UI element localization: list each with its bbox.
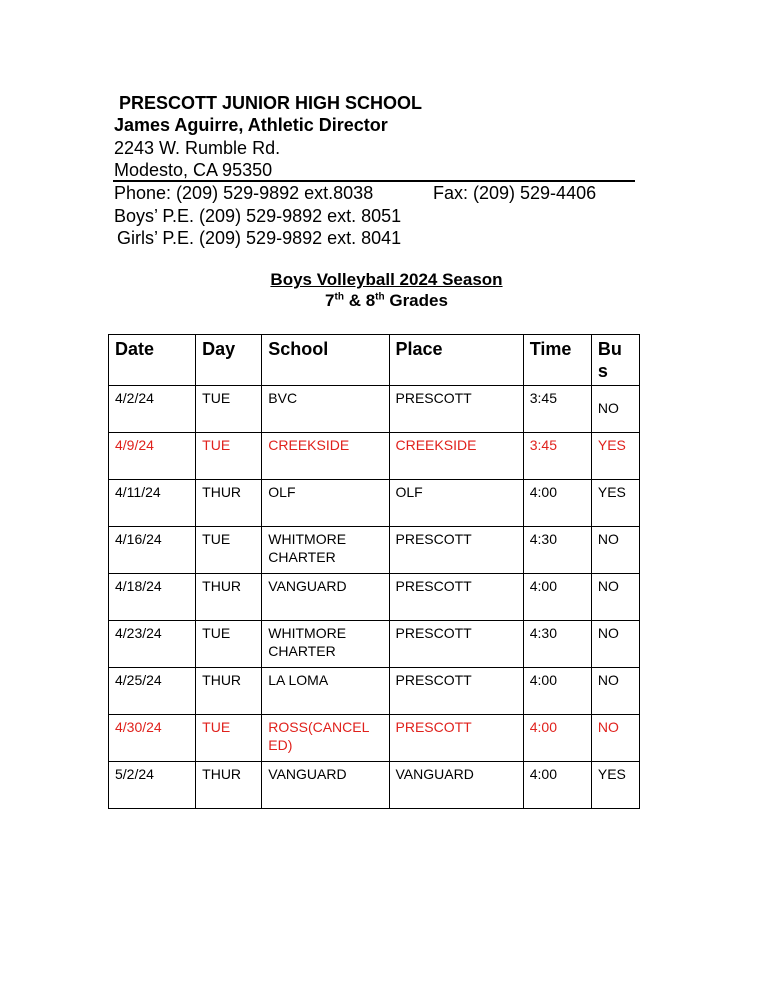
- cell-bus: YES: [591, 433, 639, 480]
- cell-place: OLF: [389, 480, 523, 527]
- schedule-title: Boys Volleyball 2024 Season: [270, 270, 503, 289]
- cell-bus: YES: [591, 762, 639, 809]
- cell-place: PRESCOTT: [389, 668, 523, 715]
- table-row: [109, 480, 640, 527]
- athletic-director: James Aguirre, Athletic Director: [114, 115, 388, 135]
- cell-place: PRESCOTT: [389, 386, 523, 433]
- header-row: [109, 335, 640, 386]
- cell-day: THUR: [196, 668, 262, 715]
- table-row: [109, 621, 640, 668]
- subtitle-grades: Grades: [384, 291, 448, 310]
- cell-school: WHITMORE CHARTER: [262, 621, 389, 668]
- grade-7: 7: [325, 291, 335, 310]
- table-row: [109, 433, 640, 480]
- schedule-subtitle: [0, 291, 773, 311]
- cell-day: TUE: [196, 386, 262, 433]
- cell-time: 4:30: [523, 621, 591, 668]
- grade-8: 8: [365, 291, 376, 310]
- cell-place: PRESCOTT: [389, 621, 523, 668]
- cell-date: 4/25/24: [109, 668, 196, 715]
- cell-bus: NO: [591, 621, 639, 668]
- cell-bus: NO: [591, 574, 639, 621]
- table-row: [109, 386, 640, 433]
- fax-number: Fax: (209) 529-4406: [433, 183, 597, 203]
- table-row: [109, 527, 640, 574]
- table-row: [109, 668, 640, 715]
- cell-school: CREEKSIDE: [262, 433, 389, 480]
- cell-bus: [591, 386, 639, 433]
- girls-pe-phone: Girls’ P.E. (209) 529-9892 ext. 8041: [117, 228, 402, 248]
- col-place: Place: [389, 335, 523, 386]
- cell-bus: NO: [591, 668, 639, 715]
- cell-date: 4/30/24: [109, 715, 196, 762]
- cell-place: PRESCOTT: [389, 527, 523, 574]
- cell-time: 4:00: [523, 480, 591, 527]
- table-row: [109, 574, 640, 621]
- col-school: School: [262, 335, 389, 386]
- cell-day: TUE: [196, 621, 262, 668]
- cell-day: TUE: [196, 715, 262, 762]
- cell-date: 4/18/24: [109, 574, 196, 621]
- cell-date: 4/2/24: [109, 386, 196, 433]
- table-row: [109, 715, 640, 762]
- cell-bus: NO: [591, 527, 639, 574]
- cell-place: CREEKSIDE: [389, 433, 523, 480]
- cell-date: 5/2/24: [109, 762, 196, 809]
- subtitle-amp: &: [343, 291, 366, 310]
- col-time: Time: [523, 335, 591, 386]
- cell-time: 4:30: [523, 527, 591, 574]
- cell-school: WHITMORE CHARTER: [262, 527, 389, 574]
- cell-school: VANGUARD: [262, 574, 389, 621]
- cell-time: 3:45: [523, 386, 591, 433]
- grade-7-suffix: th: [334, 291, 344, 303]
- cell-school: BVC: [262, 386, 389, 433]
- header-divider: [113, 180, 635, 182]
- col-bus: Bu s: [591, 335, 639, 386]
- cell-bus: YES: [591, 480, 639, 527]
- cell-time: 4:00: [523, 668, 591, 715]
- cell-time: 4:00: [523, 715, 591, 762]
- col-date: Date: [109, 335, 196, 386]
- cell-date: 4/11/24: [109, 480, 196, 527]
- cell-bus: NO: [591, 715, 639, 762]
- cell-school: LA LOMA: [262, 668, 389, 715]
- boys-pe-phone: Boys’ P.E. (209) 529-9892 ext. 8051: [114, 206, 402, 226]
- cell-date: 4/23/24: [109, 621, 196, 668]
- cell-date: 4/9/24: [109, 433, 196, 480]
- cell-time: 4:00: [523, 574, 591, 621]
- table-row: [109, 762, 640, 809]
- cell-place: PRESCOTT: [389, 574, 523, 621]
- city-state-zip: Modesto, CA 95350: [114, 160, 273, 180]
- street-address: 2243 W. Rumble Rd.: [114, 138, 281, 158]
- grade-8-suffix: th: [375, 291, 385, 303]
- cell-time: 4:00: [523, 762, 591, 809]
- bus-value: NO: [597, 400, 619, 416]
- cell-school: VANGUARD: [262, 762, 389, 809]
- cell-day: THUR: [196, 480, 262, 527]
- school-name: PRESCOTT JUNIOR HIGH SCHOOL: [119, 93, 423, 113]
- cell-day: TUE: [196, 433, 262, 480]
- cell-date: 4/16/24: [109, 527, 196, 574]
- schedule-table: [108, 334, 640, 809]
- cell-day: THUR: [196, 762, 262, 809]
- cell-place: VANGUARD: [389, 762, 523, 809]
- cell-school: ROSS(CANCEL ED): [262, 715, 389, 762]
- col-day: Day: [196, 335, 262, 386]
- cell-place: PRESCOTT: [389, 715, 523, 762]
- cell-day: TUE: [196, 527, 262, 574]
- cell-school: OLF: [262, 480, 389, 527]
- cell-day: THUR: [196, 574, 262, 621]
- phone-number: Phone: (209) 529-9892 ext.8038: [114, 183, 374, 203]
- cell-time: 3:45: [523, 433, 591, 480]
